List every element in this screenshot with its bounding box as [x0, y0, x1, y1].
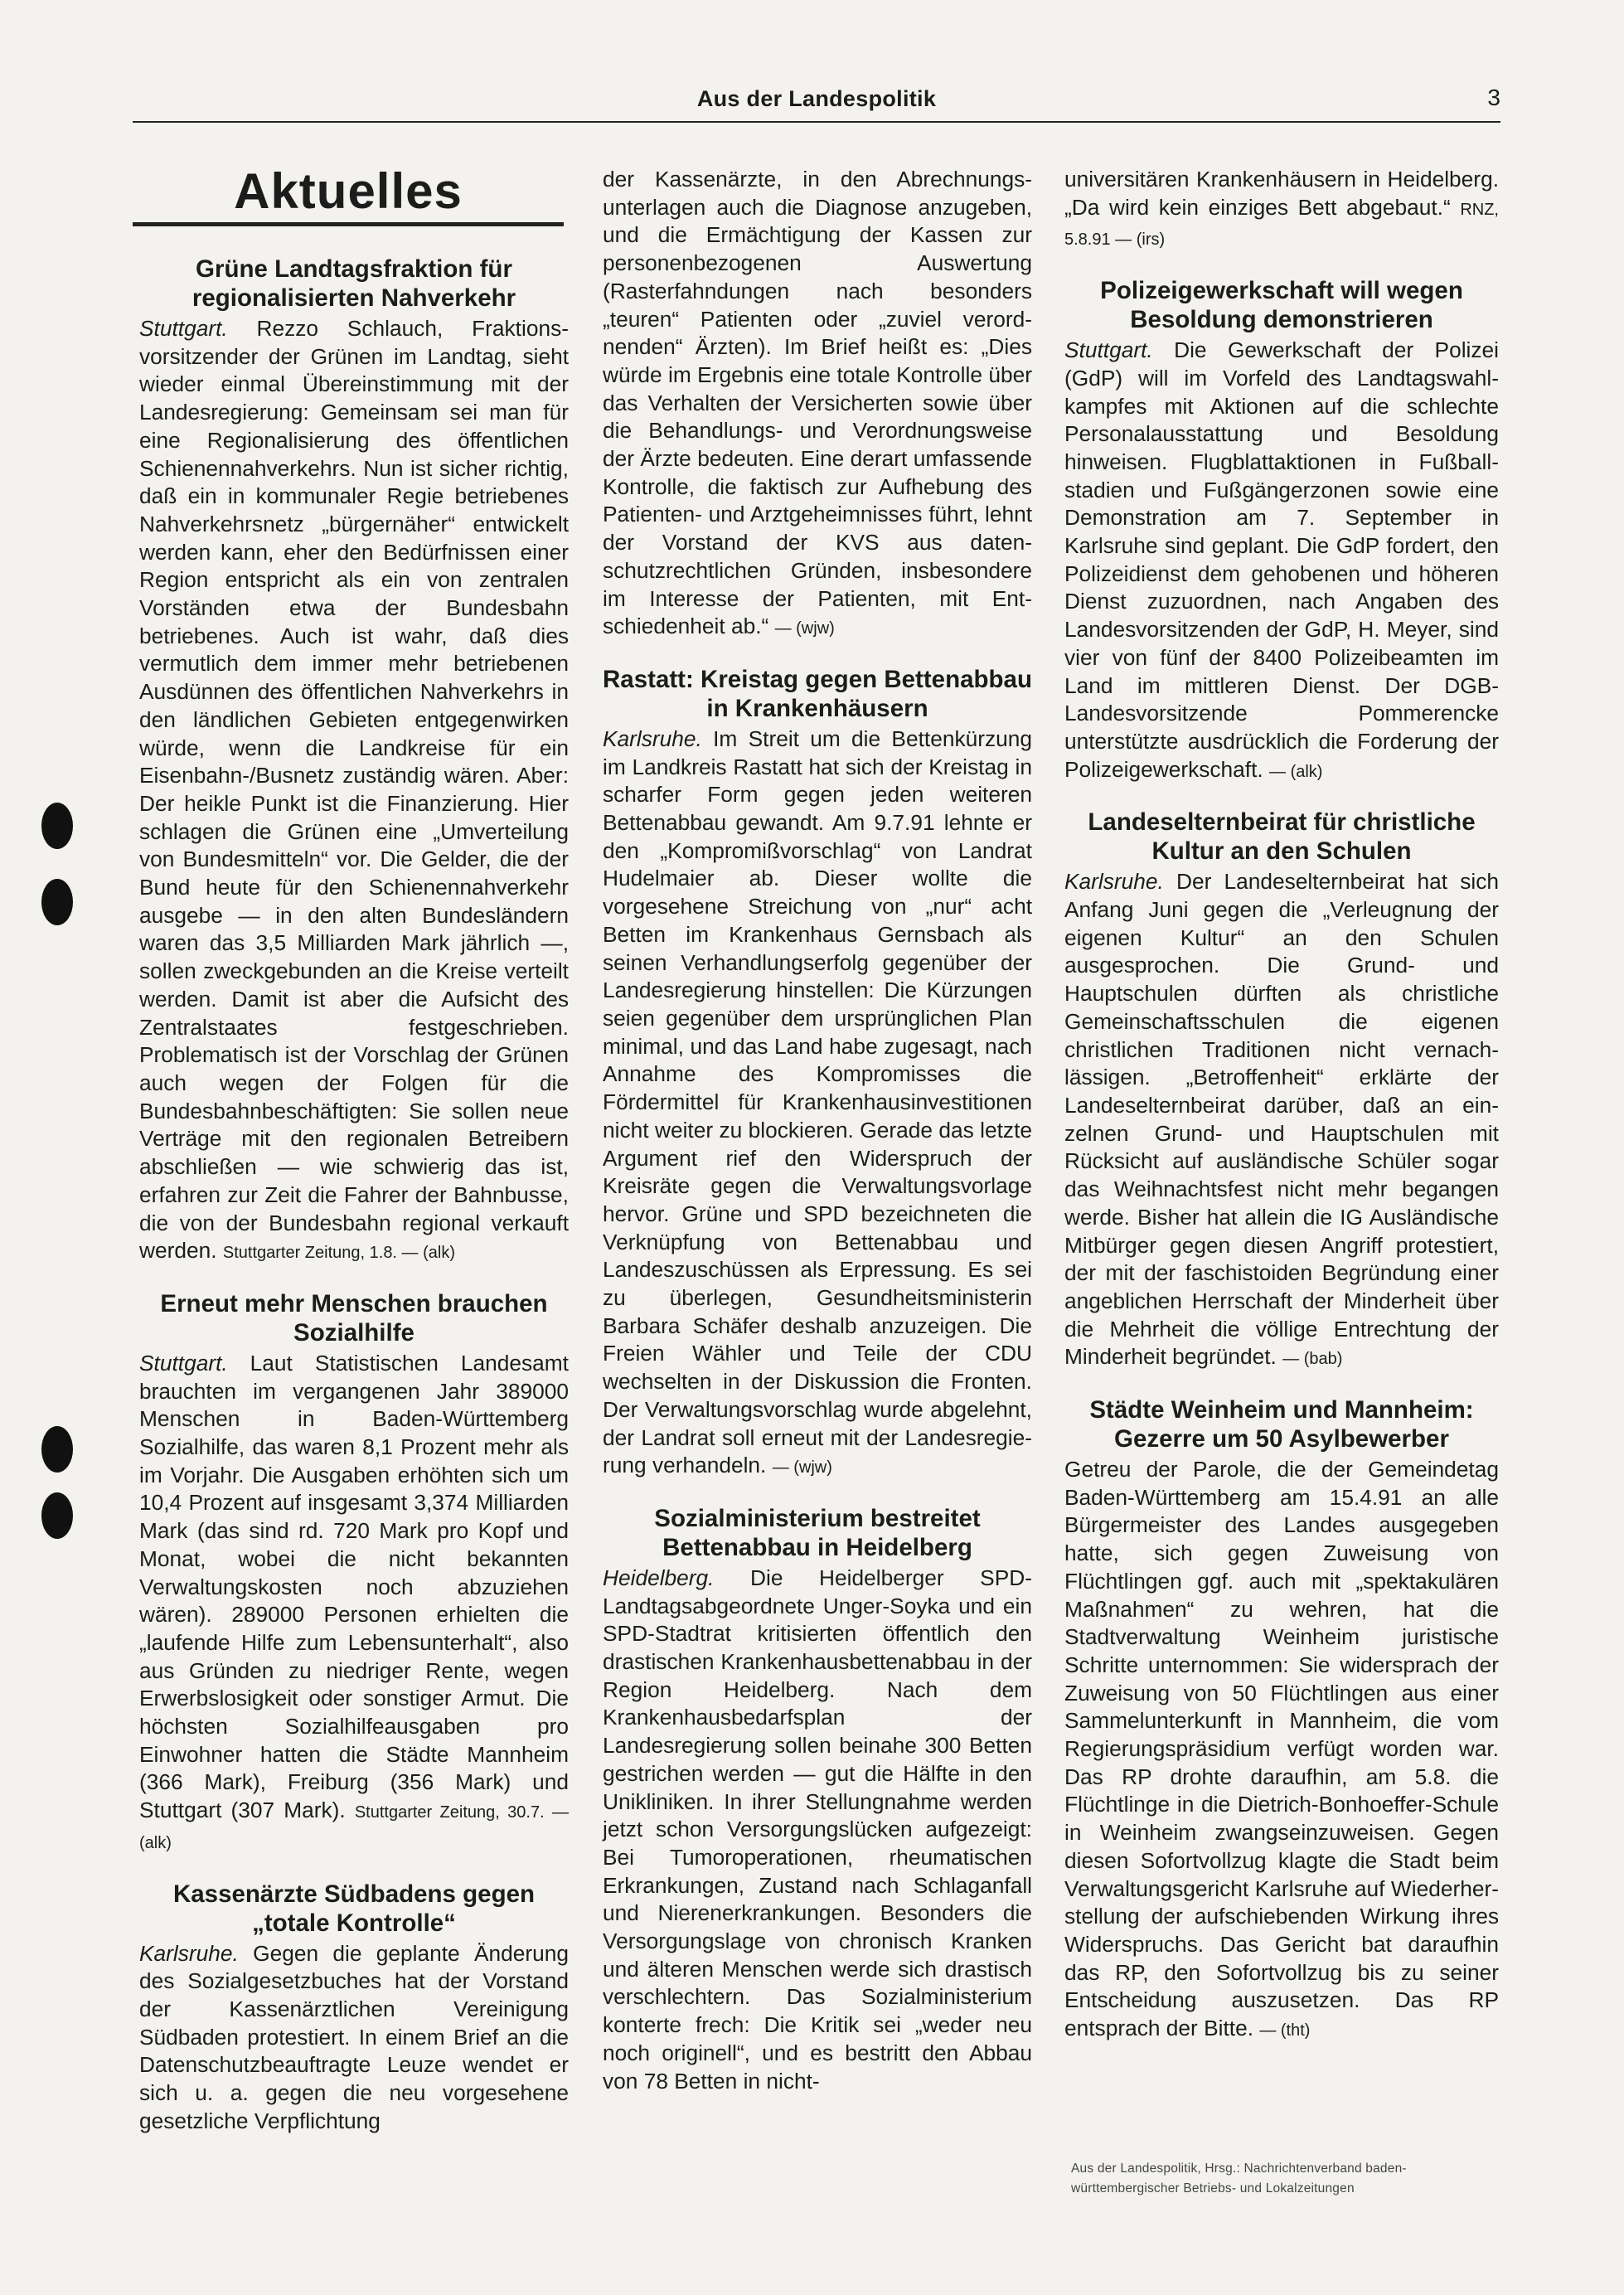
article-body — [1064, 166, 1499, 255]
page-number: 3 — [1487, 85, 1500, 110]
article-body — [603, 1565, 1032, 2095]
article-place: Karlsruhe. — [139, 1940, 239, 1966]
article-continuation — [1064, 166, 1499, 255]
article-place: Heidelberg. — [603, 1565, 715, 1590]
colophon-line: Aus der Landespolitik, Hrsg.: Nachrichtenverband baden- — [1071, 2162, 1407, 2176]
column-3 — [1064, 166, 1499, 2067]
section-title: Aus der Landespolitik — [696, 86, 937, 111]
article-place: Karlsruhe. — [603, 725, 702, 751]
article-text: Der Landeselternbeirat hat sich Anfang Juni gegen die „Verleugnung der eigenen Kultur“ an den Schulen ausgesprochen. Die Grund- und Hauptschulen dürften als christliche Gemeinschaftsschulen die eigenen christlichen Traditionen nicht vernachlässigen. „Betroffenheit“ erklärte der Landeselternbeirat darüber, daß an einzelnen Grund- und Hauptschulen mit Rücksicht auf ausländische Schüler sogar das Weihnachtsfest nicht mehr begangen werde. Bisher hat allein die IG Ausländische Mitbürger gegen diesen Angriff protestiert, der mit der faschistoiden Begründung einer angeblichen Herrschaft der Minderheit über die Mehrheit die völlige Entrechtung der Minderheit begründet. — [1064, 869, 1499, 1370]
article-place: Stuttgart. — [139, 1350, 228, 1376]
article-continued — [139, 1880, 569, 2136]
article-place: Stuttgart. — [1064, 337, 1153, 363]
article-continuation — [603, 166, 1032, 643]
article-headline: Städte Weinheim und Mannheim: Gezerre um 50 Asylbewerber — [1089, 1396, 1474, 1453]
article-text: Getreu der Parole, die der Gemeindetag Baden-Württemberg am 15.4.91 an alle Bürgermeister des Landes ausgegeben hatte, sich gegen Zuweisung von Flüchtlingen ggf. auch mit „spektakulären Maßnahmen“ zu wehren, hat die Stadtverwaltung Weinheim juristische Schritte unternommen: Sie widersprach der Zuweisung von 50 Flüchtlingen aus einer Sammelunterkunft in Mannheim, die vom Regierungspräsidium verfügt worden war. Das RP drohte daraufhin, am 5.8. die Flüchtlinge in die Dietrich-Bonhoeffer-Schule in Weinheim zwangseinzuweisen. Gegen diesen Sofortvollzug klagte die Stadt beim Verwaltungsgericht Karlsruhe auf Wiederherstellung der aufschiebenden Wirkung ihres Widerspruchs. Das Gericht bat daraufhin das RP, den Sofortvollzug bis zu seiner Entscheidung auszusetzen. Das RP entsprach der Bitte. — [1064, 1457, 1499, 2041]
column-2 — [603, 166, 1032, 2117]
article-source: — (wjw) — [774, 619, 835, 638]
article-headline: Erneut mehr Menschen brauchen Sozialhilfe — [160, 1289, 548, 1346]
masthead: Aktuelles — [133, 163, 564, 226]
article-text: Im Streit um die Bettenkürzung im Landkreis Rastatt hat sich der Kreistag in scharfer Form gegen jeden weiteren Bettenabbau gewandt. Am 9.7.91 lehnte er den „Kompromißvorschlag“ von Landrat Hudelmaier ab. Dieser wollte die vorgesehene Streichung von „nur“ acht Betten im Krankenhaus Gernsbach als seinen Verhandlungserfolg gegenüber der Landesregierung hinstellen: Die Kürzungen seien gegenüber dem ursprünglichen Plan minimal, und das Land habe zugesagt, nach Annahme des Kompromisses die Fördermittel für Krankenhausinvestitionen nicht weiter zu blockieren. Gerade das letzte Argument rief den Widerspruch der Kreisräte gegen die Verwaltungsvorlage hervor. Grüne und SPD bezeichneten die Verknüpfung von Bettenabbau und Landeszuschüssen als Erpressung. Es sei zu überlegen, Gesundheitsministerin Barbara Schäfer deshalb anzuzeigen. Die Freien Wähler und Teile der CDU wechselten in der Diskussion die Fronten. Der Verwaltungsvorschlag wurde abgelehnt, der Landrat soll erneut mit der Landesregierung verhandeln. — [603, 725, 1032, 1478]
article-place: Karlsruhe. — [1064, 869, 1164, 895]
article-body — [603, 725, 1032, 1482]
article-body — [603, 166, 1032, 643]
punch-hole — [41, 879, 73, 925]
article-headline: Landeselternbeirat für christliche Kultur an den Schulen — [1088, 808, 1476, 866]
article — [603, 1504, 1032, 2095]
article-source: Stuttgarter Zeitung, 1.8. — (alk) — [222, 1244, 455, 1263]
article — [139, 255, 569, 1268]
article-text-part2: universitären Krankenhäusern in Heidelberg. „Da wird kein einziges Bett abgebaut.“ — [1064, 167, 1499, 220]
article-source: RNZ, 5.8.91 — (irs) — [1064, 200, 1499, 250]
article-source: — (bab) — [1282, 1350, 1343, 1369]
article-place: Stuttgart. — [139, 316, 228, 341]
article-text-part1: Die Heidelberger SPD-Landtagsabgeordnete Unger-Soyka und ein SPD-Stadtrat kritisierten öffentlich den drastischen Krankenhausbettenabbau in der Region Heidelberg. Nach dem Krankenhausbedarfsplan der Landesregierung sollen beinahe 300 Betten gestrichen werden — gut die Hälfte in den Unikliniken. In ihrer Stellungnahme werden jetzt schon Versorgungslücken aufgezeigt: Bei Tumoroperationen, rheumatischen Erkrankungen, Zustand nach Schlaganfall und Nierenerkrankungen. Besonders die Versorgungslage von chronisch Kranken und älteren Menschen werde sich drastisch verschlechtern. Das Sozialministerium konterte frech: Die Kritik sei „weder neu noch originell“, und es bestritt den Abbau von 78 Betten in nicht- — [603, 1565, 1032, 2094]
article — [1064, 1395, 1499, 2045]
article — [603, 665, 1032, 1482]
article-source: — (wjw) — [772, 1458, 832, 1477]
article — [1064, 808, 1499, 1374]
article-body — [139, 1940, 569, 2136]
colophon-line: württembergischer Betriebs- und Lokalzeitungen — [1071, 2181, 1355, 2196]
article — [139, 1289, 569, 1858]
article-headline: Rastatt: Kreistag gegen Bettenabbau in Krankenhäusern — [603, 665, 1032, 722]
article-source: — (tht) — [1259, 2021, 1311, 2040]
article-text-part1: Gegen die geplante Änderung des Sozialgesetzbuches hat der Vorstand der Kassenärztlichen Vereinigung Südbaden protestiert. In einem Brief an die Datenschutzbeauftragte Leuze wendet er sich u. a. gegen die neu vorgesehene gesetzliche Verpflichtung — [139, 1940, 569, 2133]
article-body — [139, 315, 569, 1268]
colophon — [1071, 2159, 1519, 2199]
article-source: — (alk) — [1269, 762, 1323, 781]
punch-hole — [41, 1492, 73, 1539]
article-body — [139, 1350, 569, 1858]
page-header — [133, 83, 1500, 123]
article-headline: Polizeigewerkschaft will wegen Besoldung demonstrieren — [1100, 277, 1463, 334]
article-text: Rezzo Schlauch, Fraktionsvorsitzender der Grünen im Landtag, sieht wieder einmal Übereinstimmung mit der Landesregierung: Gemeinsam sei man für eine Regionalisierung des öffentlichen Schienennahverkehrs. Nun ist sicher richtig, daß ein in kommunaler Regie betriebenes Nahverkehrsnetz „bürgernäher“ entwickelt werden kann, eher den Bedürfnissen einer Region entspricht als ein von zentralen Vorständen etwa der Bundesbahn betriebenes. Auch ist wahr, daß dies vermutlich dem immer mehr betriebenen Ausdünnen des öffentlichen Nahverkehrs in den ländlichen Gebieten entgegenwirken würde, wenn die Landkreise für ein Eisenbahn-/Busnetz zuständig wären. Aber: Der heikle Punkt ist die Finanzierung. Hier schlagen die Grünen eine „Umverteilung von Bundesmitteln“ vor. Die Gelder, die der Bund heute für den Schienennahverkehr ausgebe — in den alten Bundesländern waren das 3,5 Milliarden Mark jährlich —, sollen zweckgebunden an die Kreise verteilt werden. Damit ist aber die Aufsicht des Zentralstaates festgeschrieben. Problematisch ist der Vorschlag der Grünen auch wegen der Folgen für die Bundesbahnbeschäftigten: Sie sollen neue Verträge mit den regionalen Betreibern abschließen — wie schwierig das ist, erfahren zur Zeit die Fahrer der Bahnbusse, die von der Bundesbahn regional verkauft werden. — [139, 316, 569, 1264]
article-body — [1064, 868, 1499, 1374]
article — [1064, 276, 1499, 786]
article-headline: Sozialministerium bestreitet Bettenabbau in Heidelberg — [654, 1504, 981, 1561]
article-text: Die Gewerkschaft der Polizei (GdP) will im Vorfeld des Landtagswahlkampfes mit Aktionen auf die schlechte Personalausstattung und Besoldung hinweisen. Flugblattaktionen in Fußballstadien und Fußgängerzonen sowie eine Demonstration am 7. September in Karlsruhe sind geplant. Die GdP fordert, den Polizeidienst dem gehobenen und höheren Dienst zuzuordnen, nach Angaben des Landesvorsitzenden der GdP, H. Meyer, sind vier von fünf der 8400 Polizeibeamten im Land im mittleren Dienst. Der DGB-Landesvorsitzende Pommerencke unterstützte ausdrücklich die Forderung der Polizeigewerkschaft. — [1064, 337, 1499, 782]
column-1 — [139, 163, 569, 2157]
article-headline: Grüne Landtagsfraktion für regionalisierten Nahverkehr — [191, 255, 516, 312]
article-headline: Kassenärzte Südbadens gegen „totale Kontrolle“ — [172, 1880, 536, 1937]
article-body — [1064, 1456, 1499, 2045]
punch-hole — [41, 1426, 73, 1473]
article-text: Laut Statistischen Landesamt brauchten im vergangenen Jahr 389000 Menschen in Baden-Württemberg Sozialhilfe, das waren 8,1 Prozent mehr als im Vorjahr. Die Ausgaben erhöhten sich um 10,4 Prozent auf insgesamt 3,374 Milliarden Mark (das sind rd. 720 Mark pro Kopf und Monat, wobei die nicht bekannten Verwaltungskosten noch abzuziehen wären). 289000 Personen erhielten die „laufende Hilfe zum Lebensunterhalt“, also aus Gründen zu niedriger Rente, wegen Erwerbslosigkeit oder sonstiger Armut. Die höchsten Sozialhilfeausgaben pro Einwohner hatten die Städte Mannheim (366 Mark), Freiburg (356 Mark) und Stuttgart (307 Mark). — [139, 1350, 569, 1823]
article-text-part2: der Kassenärzte, in den Abrechnungsunterlagen auch die Diagnose anzugeben, und die Ermächtigung der Kassen zur personenbezogenen Auswertung (Rasterfahndungen nach besonders „teuren“ Patienten oder „zuviel verordnenden“ Ärzten). Im Brief heißt es: „Dies würde im Ergebnis eine totale Kontrolle über das Verhalten der Versicherten sowie über die Behandlungs- und Verordnungsweise der Ärzte bedeuten. Eine derart umfassende Kontrolle, die faktisch zur Aufhebung des Patienten- und Arztgeheimnisses führt, lehnt der Vorstand der KVS aus datenschutzrechtlichen Gründen, insbesondere im Interesse der Patienten, mit Entschiedenheit ab.“ — [603, 167, 1032, 639]
article-source: Stuttgarter Zeitung, 30.7. — (alk) — [139, 1803, 570, 1852]
article-body — [1064, 337, 1499, 786]
punch-hole — [41, 803, 73, 849]
